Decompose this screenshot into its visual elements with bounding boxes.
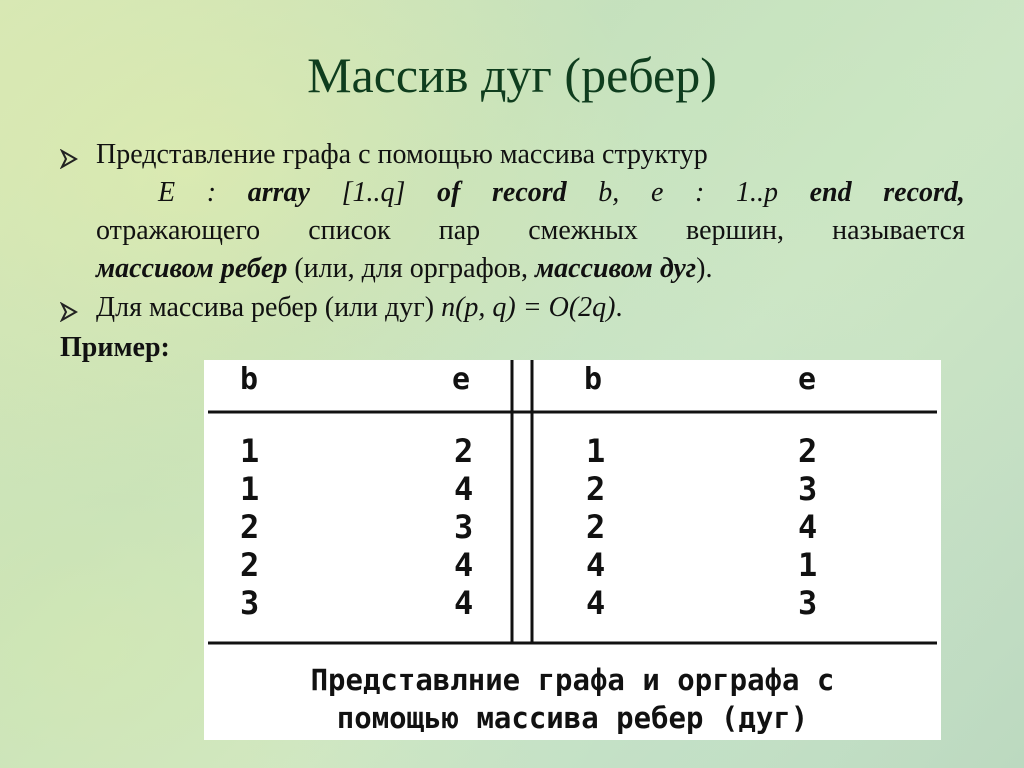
bullet-line-3: отражающего список пар смежных вершин, называется	[96, 215, 965, 246]
arrow-bullet-icon	[60, 144, 80, 164]
cell-left-b: 3	[240, 584, 260, 622]
cell-left-b: 2	[240, 508, 260, 546]
cell-right-b: 4	[586, 546, 606, 584]
cell-right-b: 2	[586, 470, 606, 508]
cell-left-e: 4	[454, 584, 474, 622]
cell-left-e: 4	[454, 470, 474, 508]
bullet-line-4: массивом ребер (или, для орграфов, массивом дуг).	[96, 253, 713, 284]
cell-left-b: 1	[240, 470, 260, 508]
cell-right-e: 4	[798, 508, 818, 546]
slide-title: Массив дуг (ребер)	[307, 47, 717, 103]
complexity-text: Для массива ребер (или дуг) n(p, q) = O(2q).	[96, 292, 623, 323]
bullet-complexity	[60, 289, 965, 327]
bullet-representation	[60, 136, 965, 288]
cell-left-e: 4	[454, 546, 474, 584]
table-caption-line-2: помощью массива ребер (дуг)	[336, 701, 809, 735]
header-b-right: b	[584, 362, 603, 397]
table-caption-line-1: Представлние графа и орграфа с	[310, 663, 835, 697]
example-label: Пример:	[60, 332, 170, 363]
header-e-right: e	[798, 362, 817, 397]
cell-right-b: 1	[586, 432, 606, 470]
cell-left-b: 1	[240, 432, 260, 470]
cell-right-e: 3	[798, 584, 818, 622]
header-b-left: b	[240, 362, 259, 397]
cell-left-e: 2	[454, 432, 474, 470]
cell-right-b: 4	[586, 584, 606, 622]
cell-right-e: 3	[798, 470, 818, 508]
cell-right-b: 2	[586, 508, 606, 546]
arrow-bullet-icon	[60, 297, 80, 317]
cell-right-e: 1	[798, 546, 818, 584]
bullet-line-1: Представление графа с помощью массива структур	[96, 139, 708, 170]
header-e-left: e	[452, 362, 471, 397]
declaration-line: E : array [1..q] of record b, e : 1..p end record,	[158, 177, 965, 208]
cell-left-b: 2	[240, 546, 260, 584]
edge-array-table	[204, 360, 941, 740]
cell-right-e: 2	[798, 432, 818, 470]
cell-left-e: 3	[454, 508, 474, 546]
